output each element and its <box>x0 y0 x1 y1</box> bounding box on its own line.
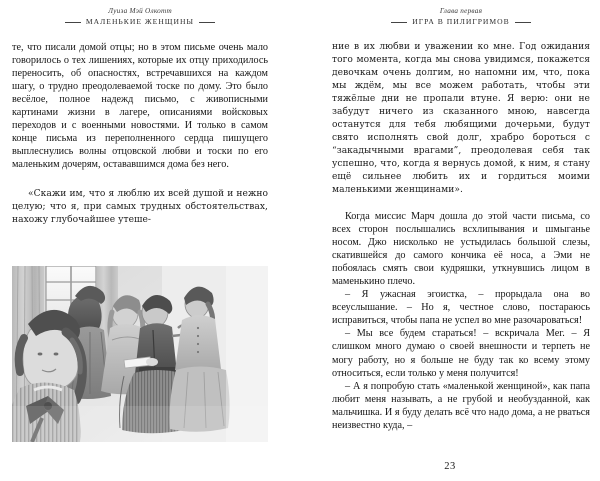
letter-excerpt: «Скажи им, что я люблю их всей душой и нежно целую; что я, при самых трудных обстоятельствах, нахожу глубочайшее утеше- <box>12 189 268 226</box>
chapter-illustration <box>12 266 268 442</box>
running-head-book-title: МАЛЕНЬКИЕ ЖЕНЩИНЫ <box>85 17 195 26</box>
left-running-head <box>12 0 268 27</box>
right-body-text <box>332 41 590 432</box>
right-page <box>300 0 600 481</box>
paragraph: Когда миссис Марч дошла до этой части письма, со всех сторон послышались всхлипывания и шмыганье носом. Джо нисколько не устыдилась большой слезы, скатившейся до самого кончика её носа, а Эми не побоялась смять свои кудряшки, уткнувшись лицом в маменькино плечо. <box>332 211 590 288</box>
paragraph: – Мы все будем стараться! – вскричала Мег. – Я слишком много думаю о своей внешности и терпеть не могу работу, но я больше не буду так ко всему этому относиться, если только у меня получится! <box>332 328 590 379</box>
running-head-author: Луиза Мэй Олкотт <box>108 7 172 15</box>
rule-left-icon <box>391 22 407 23</box>
running-head-chapter: Глава первая <box>439 7 483 15</box>
rule-left-icon <box>65 22 81 23</box>
letter-continuation: ние в их любви и уважении ко мне. Год ожидания того момента, когда мы снова увидимся, покажется девочкам очень долгим, но напомни им, что, пока мы ждём, мы все можем работать, чтобы эти тяжёлые дни не пропали втуне. Я верю: они не забудут ничего из сказанного мною, навсегда останутся для тебя любящими дочерьми, будут свято исполнять свой долг, храбро бороться с “закадычными врагами”, преодолевая себя так успешно, что, когда я вернусь домой, к ним, я стану ещё сильнее любить их и гордиться моими маленькими женщинами». <box>332 42 590 195</box>
illustration-artwork <box>12 266 268 442</box>
rule-right-icon <box>515 22 531 23</box>
right-running-head <box>332 0 590 27</box>
paragraph: те, что писали домой отцы; но в этом письме очень мало говорилось о тех лишениях, которые их отцу приходилось переносить, об опасностях, встречавшихся на каждом шагу, о трудно преодолеваемой тоске по дому. Это было весёлое, полное надежд письмо, с живописными картинами жизни в лагере, описаниями войсковых переходов и с военными новостями. И только в самом конце письма из переполненного сердца пишущего выплеснулись волны отцовской любви и тоски по его маленьким дочерям, остававшимся дома без него. <box>12 42 268 171</box>
paragraph: – А я попробую стать «маленькой женщиной», как папа любит меня называть, а не грубой и необузданной, как мальчишка. И я буду делать всё что надо дома, а не рваться неизвестно куда, – <box>332 380 590 431</box>
running-head-title-row <box>12 17 268 27</box>
running-head-title-row <box>332 17 590 27</box>
paragraph: – Я ужасная эгоистка, – прорыдала она во всеуслышание. – Но я, честное слово, постараюсь исправиться, чтобы папа не успел во мне разочароваться! <box>332 289 590 327</box>
left-body-text <box>12 41 268 227</box>
running-head-chapter-title: ИГРА В ПИЛИГРИМОВ <box>412 17 510 26</box>
rule-right-icon <box>199 22 215 23</box>
page-number: 23 <box>444 461 456 472</box>
